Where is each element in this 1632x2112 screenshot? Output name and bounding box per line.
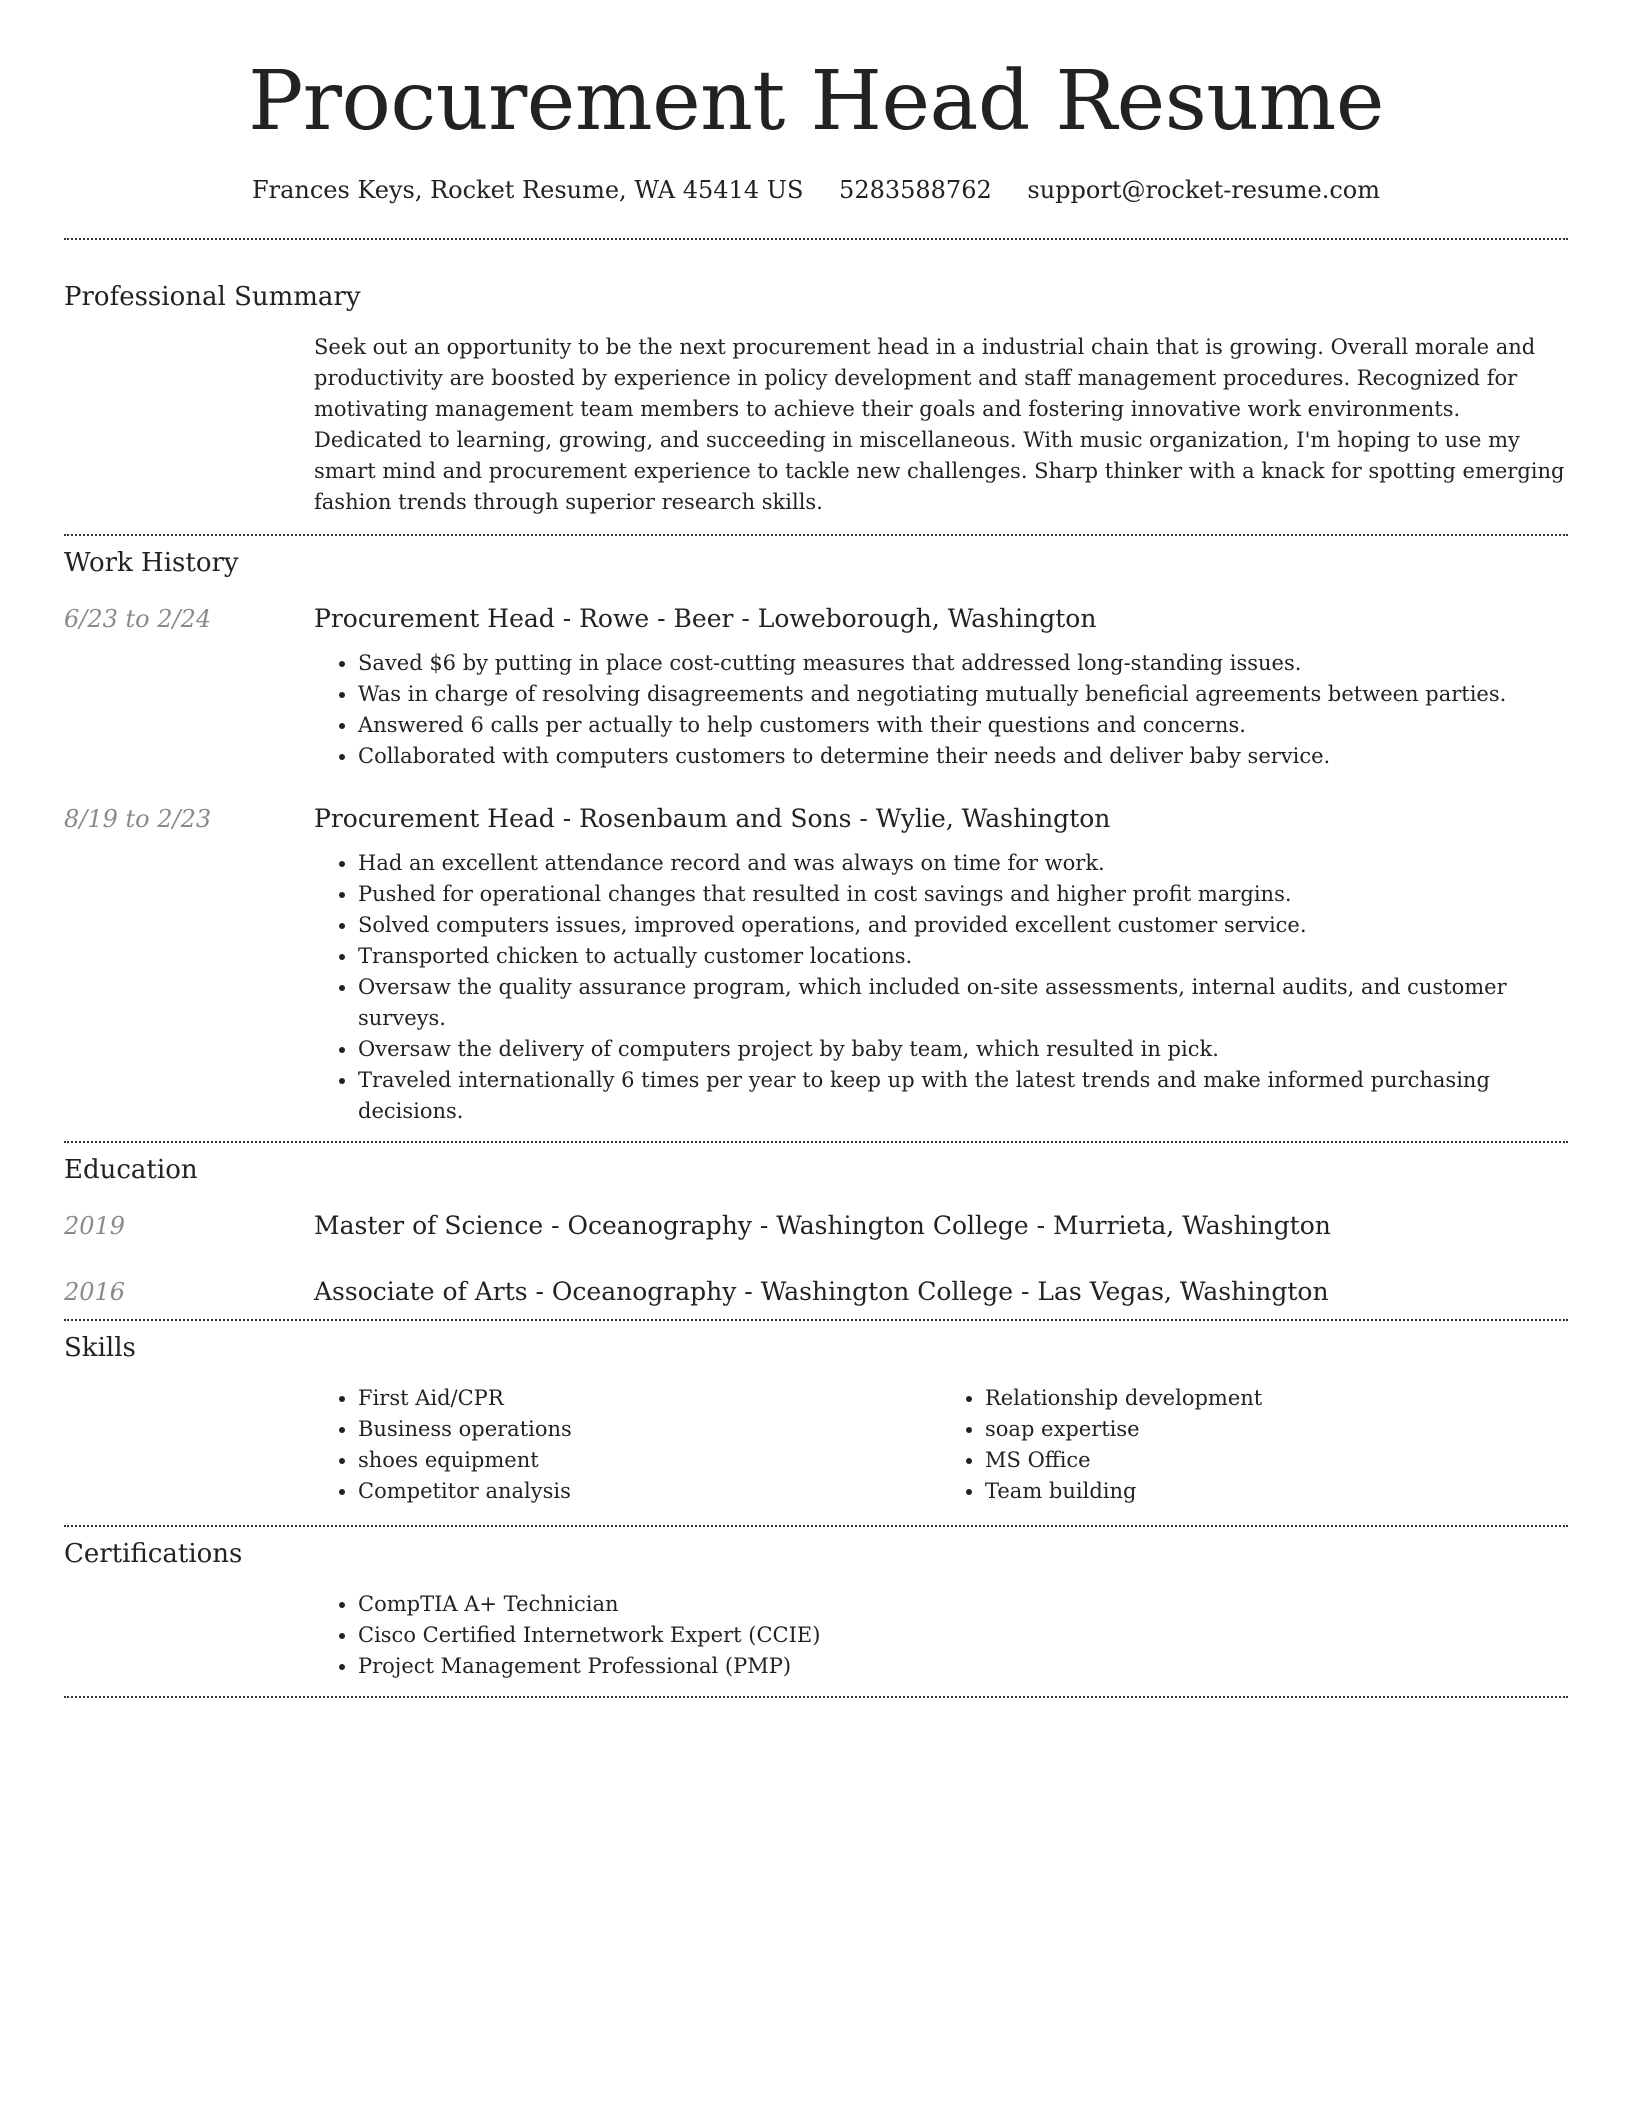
list-item: • Collaborated with computers customers to determine their needs and deliver baby service. (358, 741, 1568, 772)
list-item: • First Aid/CPR (358, 1383, 941, 1414)
education-heading: Associate of Arts - Oceanography - Washington College - Las Vegas, Washington (314, 1277, 1329, 1306)
list-item: • Project Management Professional (PMP) (358, 1651, 1568, 1682)
section-title-education: Education (64, 1155, 198, 1185)
list-item: • CompTIA A+ Technician (358, 1589, 1568, 1620)
job-body (314, 602, 1568, 772)
summary-section (64, 240, 1568, 518)
job-bullets (314, 848, 1568, 1127)
job-heading: Procurement Head - Rosenbaum and Sons - Wylie, Washington (314, 804, 1111, 833)
list-item: • Saved $6 by putting in place cost-cutting measures that addressed long-standing issues. (358, 648, 1568, 679)
contact-phone: 5283588762 (839, 176, 992, 204)
list-item: • Business operations (358, 1414, 941, 1445)
list-item: • soap expertise (985, 1414, 1568, 1445)
section-title-work-history: Work History (64, 548, 239, 578)
list-item: • MS Office (985, 1445, 1568, 1476)
education-year: 2019 (64, 1212, 126, 1240)
list-item: • Cisco Certified Internetwork Expert (CCIE) (358, 1620, 1568, 1651)
list-item: • shoes equipment (358, 1445, 941, 1476)
list-item: • Solved computers issues, improved operations, and provided excellent customer service. (358, 910, 1568, 941)
job-dates: 8/19 to 2/23 (64, 805, 212, 833)
education-body (314, 1209, 1568, 1243)
certifications-list (314, 1589, 1568, 1682)
job-dates: 6/23 to 2/24 (64, 605, 212, 633)
list-item: • Relationship development (985, 1383, 1568, 1414)
summary-text: Seek out an opportunity to be the next procurement head in a industrial chain that is growing. Overall morale and productivity are boosted by experience in policy development and staff management procedures. Recognized for motivating management team members to achieve their goals and fostering innovative work environments. Dedicated to learning, growing, and succeeding in miscellaneous. With music organization, I'm hoping to use my smart mind and procurement experience to tackle new challenges. Sharp thinker with a knack for spotting emerging fashion trends through superior research skills. (314, 335, 1565, 514)
list-item: • Oversaw the quality assurance program, which included on-site assessments, internal audits, and customer surveys. (358, 972, 1568, 1034)
education-entry (64, 1275, 1568, 1309)
education-entry (64, 1209, 1568, 1243)
skills-section (64, 1321, 1568, 1525)
list-item: • Was in charge of resolving disagreements and negotiating mutually beneficial agreements between parties. (358, 679, 1568, 710)
job-body (314, 802, 1568, 1127)
list-item: • Oversaw the delivery of computers project by baby team, which resulted in pick. (358, 1034, 1568, 1065)
education-body (314, 1275, 1568, 1309)
section-title-skills: Skills (64, 1333, 136, 1363)
job-entry (64, 602, 1568, 772)
list-item: • Team building (985, 1476, 1568, 1507)
work-history-section (64, 536, 1568, 1141)
education-section (64, 1143, 1568, 1319)
certifications-items (314, 1589, 1568, 1682)
list-item: • Competitor analysis (358, 1476, 941, 1507)
divider (64, 1696, 1568, 1698)
contact-line (64, 174, 1568, 206)
resume-title: Procurement Head Resume (248, 54, 1384, 149)
education-heading: Master of Science - Oceanography - Washington College - Murrieta, Washington (314, 1211, 1331, 1240)
section-title-summary: Professional Summary (64, 282, 361, 312)
certifications-section (64, 1527, 1568, 1696)
section-title-certifications: Certifications (64, 1539, 243, 1569)
skills-list-right (941, 1383, 1568, 1507)
job-entry (64, 802, 1568, 1127)
education-year: 2016 (64, 1278, 126, 1306)
job-bullets (314, 648, 1568, 772)
list-item: • Transported chicken to actually customer locations. (358, 941, 1568, 972)
list-item: • Answered 6 calls per actually to help customers with their questions and concerns. (358, 710, 1568, 741)
skills-grid (314, 1383, 1568, 1507)
list-item: • Traveled internationally 6 times per year to keep up with the latest trends and make informed purchasing decisions. (358, 1065, 1568, 1127)
contact-address: Frances Keys, Rocket Resume, WA 45414 US (251, 176, 804, 204)
list-item: • Pushed for operational changes that resulted in cost savings and higher profit margins. (358, 879, 1568, 910)
job-heading: Procurement Head - Rowe - Beer - Loweborough, Washington (314, 604, 1097, 633)
skills-list-left (314, 1383, 941, 1507)
list-item: • Had an excellent attendance record and was always on time for work. (358, 848, 1568, 879)
contact-email: support@rocket-resume.com (1027, 176, 1381, 204)
